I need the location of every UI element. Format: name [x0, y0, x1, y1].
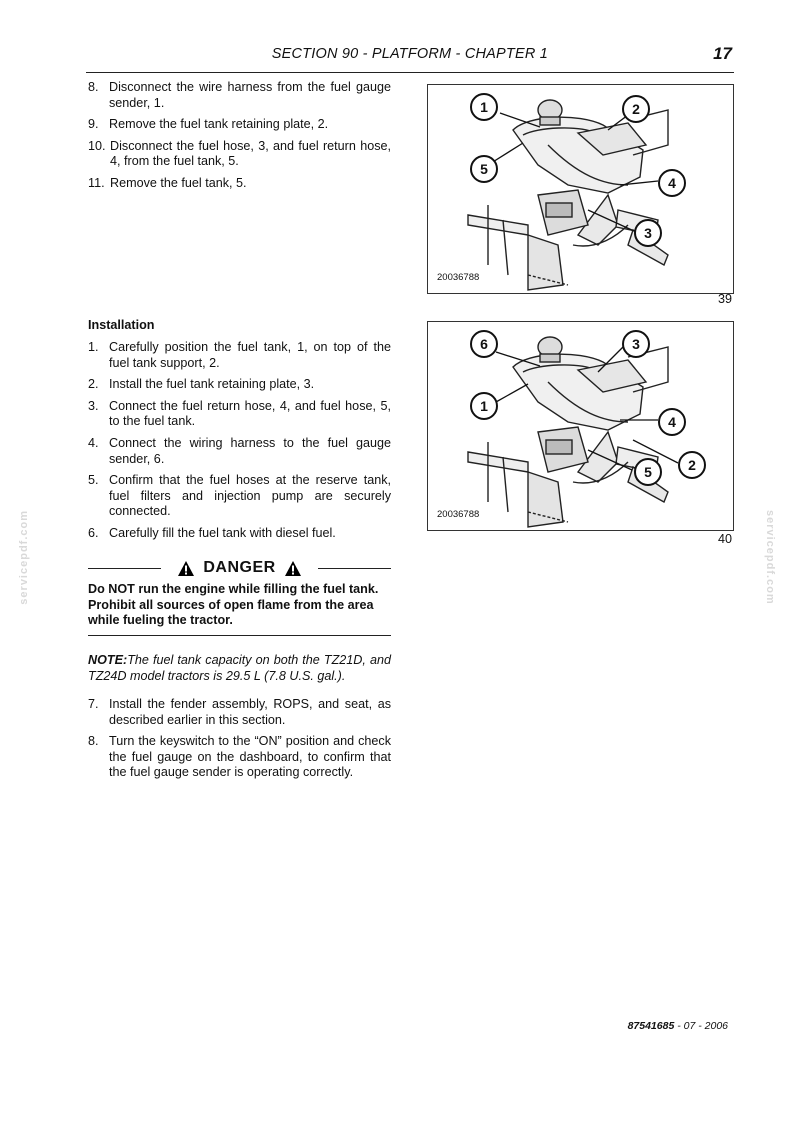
step-text: Install the fuel tank retaining plate, 3.	[109, 377, 315, 392]
step-number: 4.	[88, 435, 99, 450]
section-title: SECTION 90 - PLATFORM - CHAPTER 1	[271, 46, 548, 62]
callout-marker: 5	[470, 155, 498, 183]
list-item	[88, 176, 391, 192]
page-footer	[628, 1020, 728, 1032]
removal-steps	[88, 80, 391, 198]
callout-marker: 2	[678, 451, 706, 479]
step-number: 1.	[88, 340, 99, 354]
note	[88, 652, 391, 684]
callout-marker: 3	[634, 219, 662, 247]
step-text: Remove the fuel tank, 5.	[110, 175, 247, 190]
divider	[88, 568, 161, 569]
step-number: 8.	[88, 80, 99, 94]
step-text: Carefully fill the fuel tank with diesel fuel.	[109, 525, 336, 540]
figure-40	[427, 321, 734, 531]
step-number: 8.	[88, 734, 99, 749]
list-item	[88, 117, 391, 133]
callout-marker: 6	[470, 330, 498, 358]
danger-label: DANGER	[203, 559, 276, 576]
watermark: servicepdf.com	[764, 510, 776, 605]
step-number: 3.	[88, 398, 99, 413]
list-item	[88, 399, 391, 430]
step-number: 10.	[88, 138, 106, 153]
callout-marker: 5	[634, 458, 662, 486]
step-number: 11.	[88, 175, 105, 190]
final-steps	[88, 697, 391, 787]
figure-code: 20036788	[437, 272, 480, 283]
callout-marker: 2	[622, 95, 650, 123]
document-date: - 07 - 2006	[674, 1020, 728, 1032]
callout-marker: 4	[658, 408, 686, 436]
figure-number: 40	[717, 532, 732, 546]
danger-header	[88, 558, 391, 578]
figure-code: 20036788	[437, 509, 480, 520]
figure-39	[427, 84, 734, 294]
list-item	[88, 436, 391, 467]
step-text: Disconnect the wire harness from the fuel gauge sender, 1.	[109, 80, 391, 110]
installation-steps	[88, 340, 391, 548]
step-text: Turn the keyswitch to the “ON” position and check the fuel gauge on the dashboard, to confirm that the fuel gauge sender is operating correctly.	[109, 734, 391, 780]
danger-callout	[88, 558, 391, 636]
step-text: Carefully position the fuel tank, 1, on top of the fuel tank support, 2.	[109, 340, 391, 370]
step-number: 7.	[88, 697, 99, 711]
callout-marker: 1	[470, 93, 498, 121]
installation-heading: Installation	[88, 318, 155, 332]
callout-marker: 1	[470, 392, 498, 420]
note-text: The fuel tank capacity on both the TZ21D, and TZ24D model tractors is 29.5 L (7.8 U.S. gal.).	[88, 653, 391, 683]
page-number: 17	[713, 44, 732, 63]
step-text: Connect the fuel return hose, 4, and fuel hose, 5, to the fuel tank.	[109, 398, 391, 429]
step-text: Confirm that the fuel hoses at the reserve tank, fuel filters and injection pump are securely connected.	[109, 473, 391, 519]
list-item	[88, 80, 391, 111]
list-item	[88, 340, 391, 371]
step-text: Remove the fuel tank retaining plate, 2.	[109, 117, 329, 132]
list-item	[88, 377, 391, 393]
step-number: 6.	[88, 525, 99, 540]
list-item	[88, 734, 391, 781]
page-header	[86, 44, 734, 73]
callout-marker: 4	[658, 169, 686, 197]
step-number: 9.	[88, 117, 99, 132]
warning-icon	[177, 560, 195, 577]
divider	[318, 568, 391, 569]
step-text: Disconnect the fuel hose, 3, and fuel return hose, 4, from the fuel tank, 5.	[110, 138, 391, 169]
callout-marker: 3	[622, 330, 650, 358]
document-number: 87541685	[627, 1020, 675, 1032]
warning-icon	[284, 560, 302, 577]
step-number: 2.	[88, 377, 99, 392]
watermark: servicepdf.com	[18, 510, 30, 605]
step-number: 5.	[88, 473, 99, 488]
step-text: Connect the wiring harness to the fuel gauge sender, 6.	[109, 435, 391, 466]
list-item	[88, 526, 391, 542]
danger-text: Do NOT run the engine while filling the fuel tank. Prohibit all sources of open flame from the area while fueling the tractor.	[88, 582, 391, 636]
step-text: Install the fender assembly, ROPS, and seat, as described earlier in this section.	[109, 697, 391, 727]
list-item	[88, 697, 391, 728]
list-item	[88, 139, 391, 170]
figure-number: 39	[717, 292, 732, 306]
list-item	[88, 473, 391, 520]
note-label: NOTE:	[88, 653, 128, 667]
